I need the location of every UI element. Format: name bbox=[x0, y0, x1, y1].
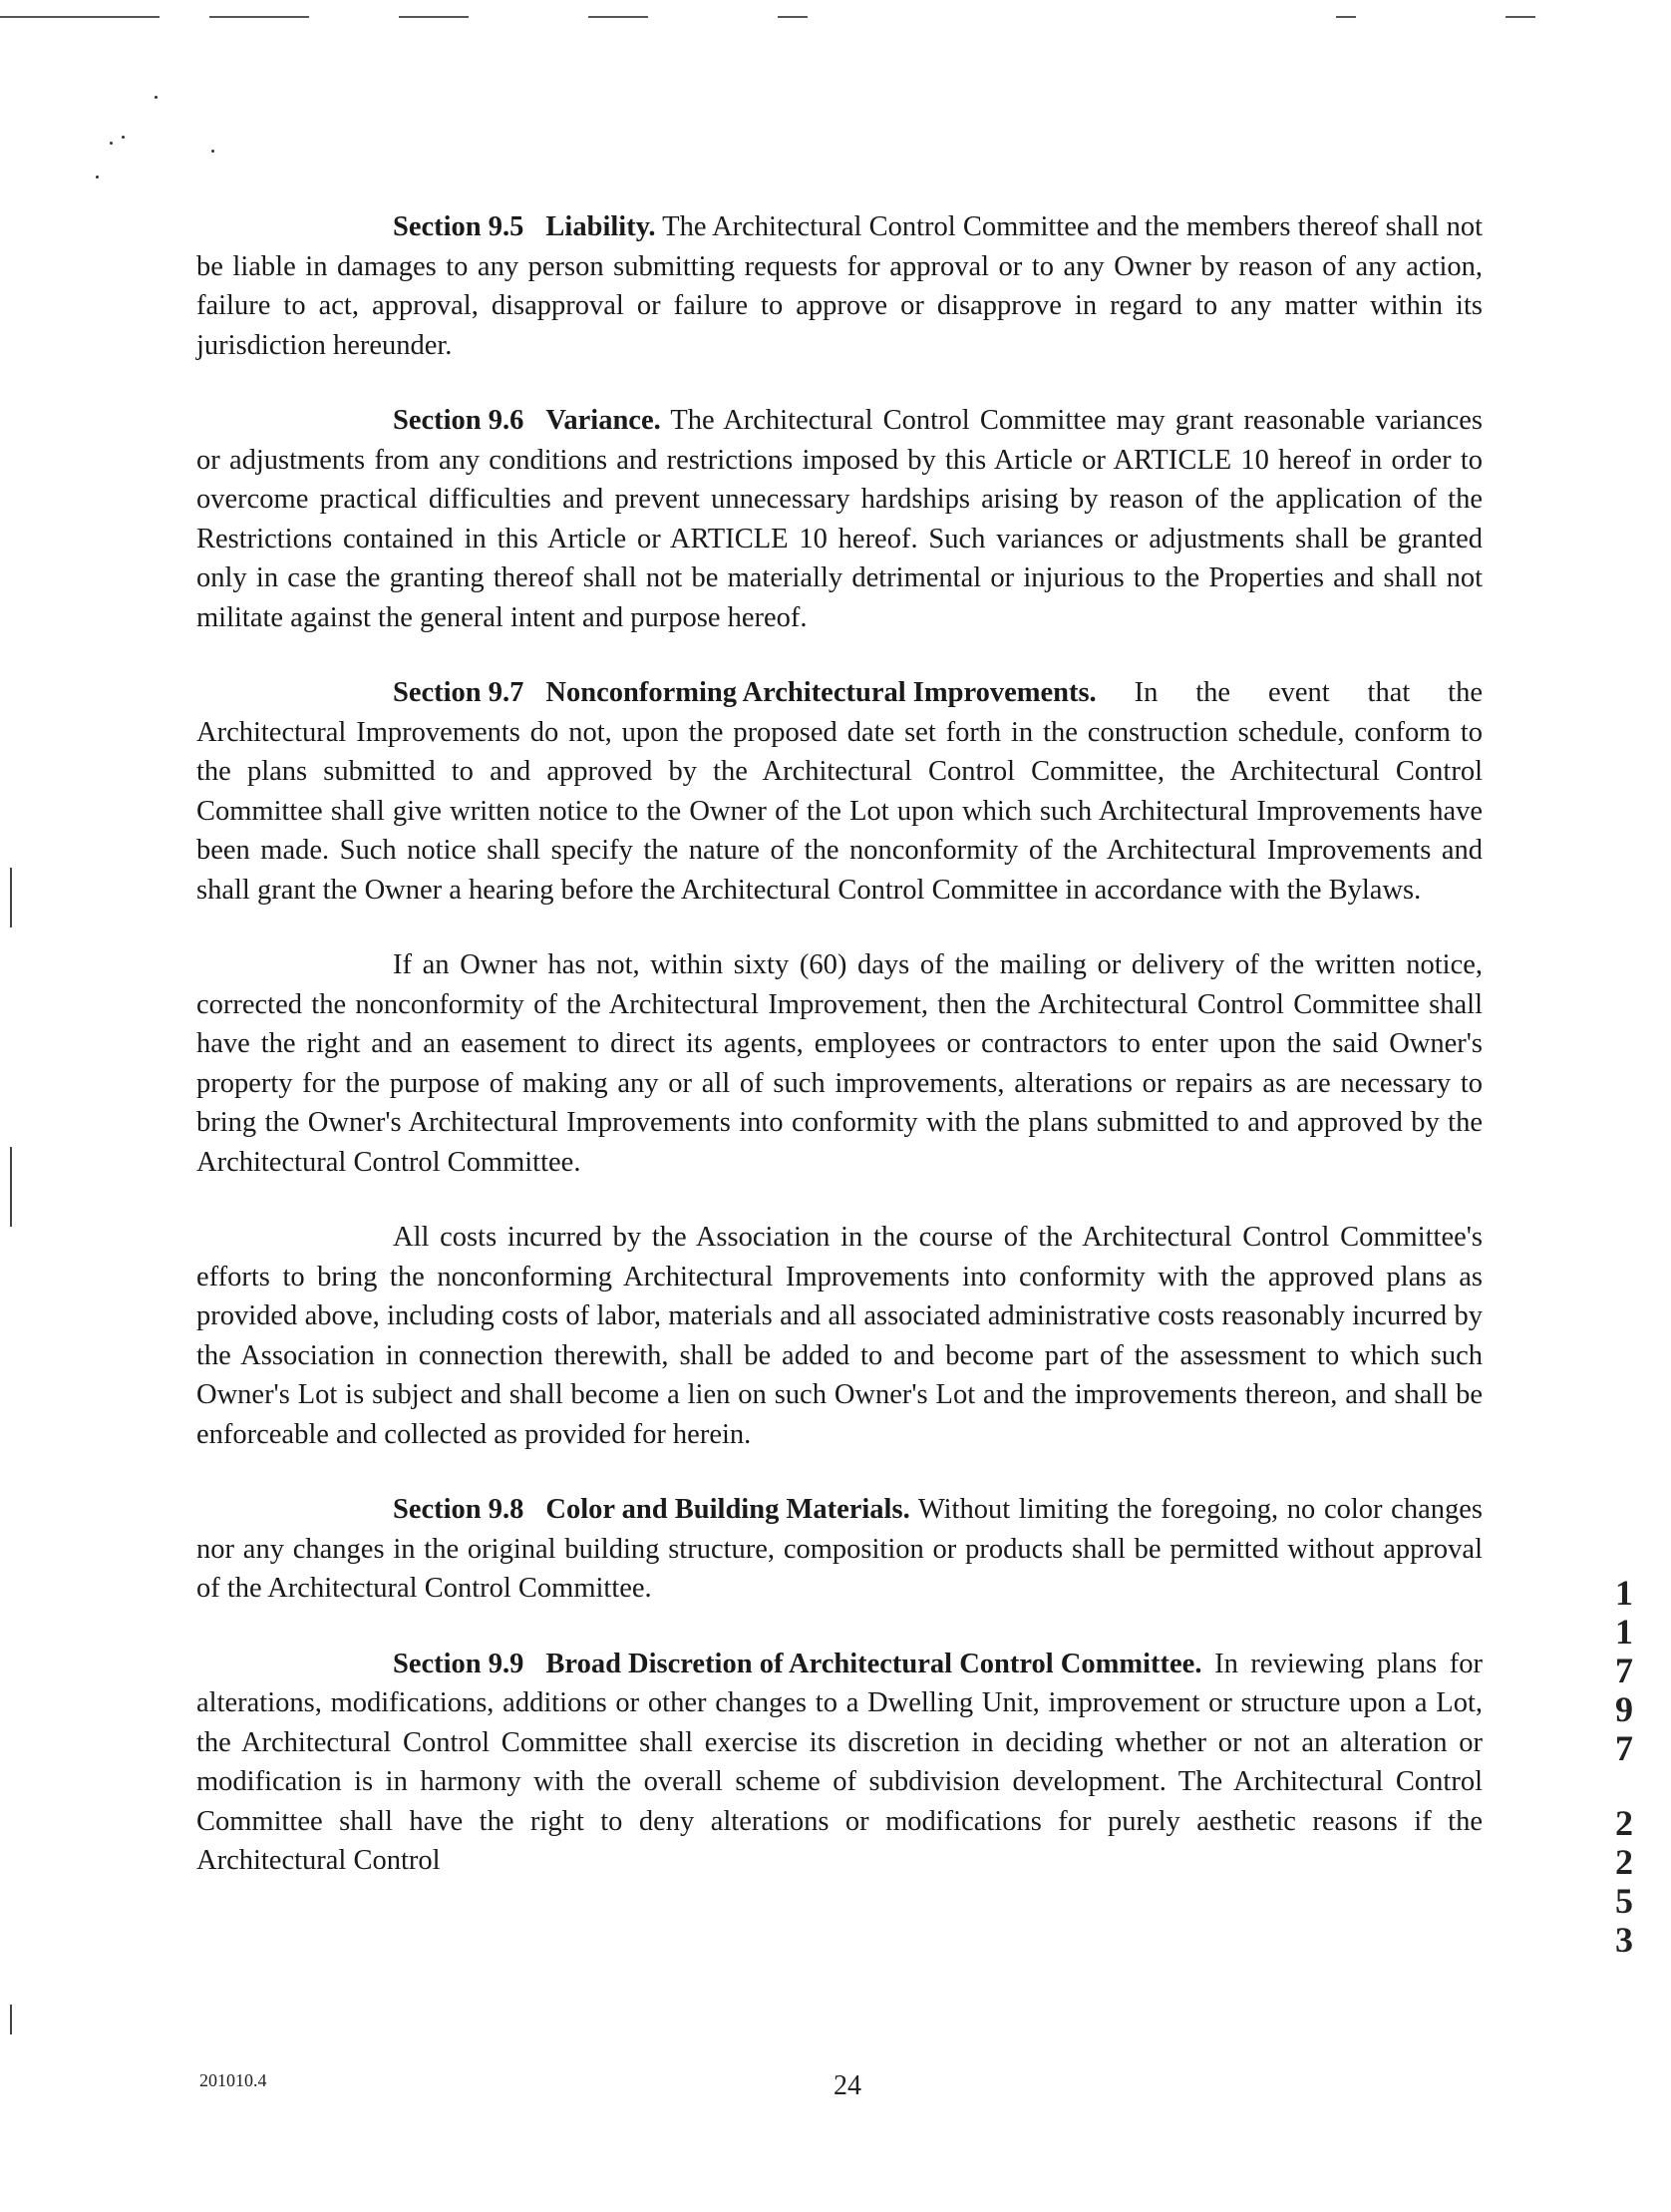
section-9-8 bbox=[196, 1490, 1483, 1609]
scan-artifact bbox=[1505, 16, 1535, 18]
section-number: Section 9.7 bbox=[393, 677, 524, 708]
stamp-digit: 9 bbox=[1615, 1689, 1633, 1729]
stamp-digit: 5 bbox=[1615, 1881, 1633, 1921]
scan-artifact bbox=[10, 2005, 12, 2034]
scan-artifact bbox=[10, 1147, 12, 1227]
section-9-5 bbox=[196, 207, 1483, 365]
section-9-7 bbox=[196, 673, 1483, 910]
scan-speck bbox=[155, 96, 158, 99]
scan-artifact bbox=[778, 16, 808, 18]
scan-speck bbox=[122, 136, 125, 139]
section-text: The Architectural Control Committee may grant reasonable variances or adjustments from any conditions and restrictions imposed by this Article or ARTICLE 10 hereof in order to overcome practical difficulties and prevent unnecessary hardships arising by reason of the application of the Restrictions contained in this Article or ARTICLE 10 hereof. Such variances or adjustments shall be granted only in case the granting thereof shall not be materially detrimental or injurious to the Properties and shall not militate against the general intent and purpose hereof. bbox=[196, 405, 1483, 633]
stamp-gap bbox=[1607, 1768, 1641, 1804]
stamp-digit: 2 bbox=[1615, 1803, 1633, 1843]
stamp-digit: 7 bbox=[1615, 1728, 1633, 1768]
section-title: Color and Building Materials. bbox=[545, 1494, 910, 1525]
section-text: The Architectural Control Committee and the members thereof shall not be liable in damages to any person submitting requests for approval or to any Owner by reason of any action, failure to act, approval, disapproval or failure to approve or disapprove in regard to any matter within its jurisdiction hereunder. bbox=[196, 211, 1483, 361]
section-9-7-paragraph: All costs incurred by the Association in the course of the Architectural Control Committee's efforts to bring the nonconforming Architectural Improvements into conformity with the approved plans as provided above, including costs of labor, materials and all associated administrative costs reasonably incurred by the Association in connection therewith, shall be added to and become part of the assessment to which such Owner's Lot is subject and shall become a lien on such Owner's Lot and the improvements thereon, and shall be enforceable and collected as provided for herein. bbox=[196, 1222, 1483, 1450]
scan-artifact bbox=[399, 16, 469, 18]
section-number: Section 9.5 bbox=[393, 211, 524, 242]
section-9-9 bbox=[196, 1645, 1483, 1881]
section-title: Broad Discretion of Architectural Control Committee. bbox=[545, 1648, 1202, 1679]
section-number: Section 9.8 bbox=[393, 1494, 524, 1525]
stamp-digit: 1 bbox=[1615, 1573, 1633, 1613]
document-code: 201010.4 bbox=[199, 2070, 267, 2090]
section-number: Section 9.6 bbox=[393, 405, 524, 436]
section-text: Without limiting the foregoing, no color changes nor any changes in the original building structure, composition or products shall be permitted without approval of the Architectural Control Committee. bbox=[196, 1494, 1483, 1604]
document-body bbox=[196, 207, 1483, 1917]
scan-artifact bbox=[588, 16, 648, 18]
section-title: Variance. bbox=[545, 405, 661, 436]
scan-speck bbox=[96, 176, 99, 179]
recording-stamp bbox=[1607, 1574, 1641, 1960]
section-text: In the event that the Architectural Improvements do not, upon the proposed date set forth in the construction schedule, conform to the plans submitted to and approved by the Architectural Control Committee, the Architectural Control Committee shall give written notice to the Owner of the Lot upon which such Architectural Improvements have been made. Such notice shall specify the nature of the nonconformity of the Architectural Improvements and shall grant the Owner a hearing before the Architectural Control Committee in accordance with the Bylaws. bbox=[196, 677, 1483, 906]
section-text: In reviewing plans for alterations, modifications, additions or other changes to a Dwelling Unit, improvement or structure upon a Lot, the Architectural Control Committee shall exercise its discretion in deciding whether or not an alteration or modification is in harmony with the overall scheme of subdivision development. The Architectural Control Committee shall have the right to deny alterations or modifications for purely aesthetic reasons if the Architectural Control bbox=[196, 1648, 1484, 1876]
stamp-digit: 2 bbox=[1615, 1842, 1633, 1882]
scan-artifact bbox=[209, 16, 309, 18]
stamp-digit: 3 bbox=[1615, 1920, 1633, 1960]
stamp-digit: 7 bbox=[1615, 1651, 1633, 1690]
section-9-6 bbox=[196, 401, 1483, 637]
scan-speck bbox=[110, 142, 113, 145]
section-9-7-paragraph: If an Owner has not, within sixty (60) days of the mailing or delivery of the written notice, corrected the nonconformity of the Architectural Improvement, then the Architectural Control Committee shall have the right and an easement to direct its agents, employees or contractors to enter upon the said Owner's property for the purpose of making any or all of such improvements, alterations or repairs as are necessary to bring the Owner's Architectural Improvements into conformity with the plans submitted to and approved by the Architectural Control Committee. bbox=[196, 949, 1483, 1178]
section-title: Liability. bbox=[545, 211, 656, 242]
section-number: Section 9.9 bbox=[393, 1648, 524, 1679]
stamp-digit: 1 bbox=[1615, 1612, 1633, 1652]
scan-artifact bbox=[10, 868, 12, 927]
scan-speck bbox=[211, 150, 214, 153]
scan-artifact bbox=[0, 16, 160, 18]
page-number: 24 bbox=[834, 2070, 861, 2101]
scan-artifact bbox=[1336, 16, 1356, 18]
section-title: Nonconforming Architectural Improvements. bbox=[545, 677, 1097, 708]
